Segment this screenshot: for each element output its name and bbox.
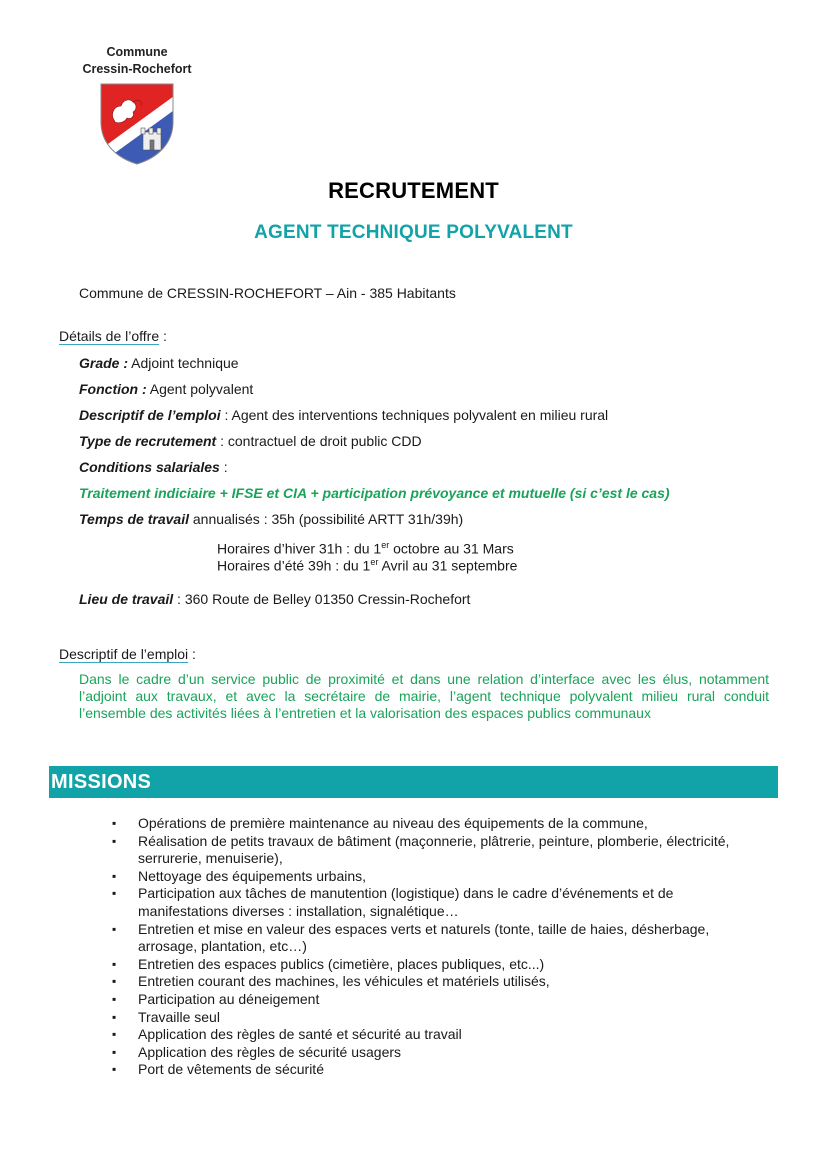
grade-value: Adjoint technique <box>128 355 239 371</box>
job-title: AGENT TECHNIQUE POLYVALENT <box>254 222 573 243</box>
fonction-row <box>79 380 253 398</box>
square-bullet-icon: ▪ <box>112 991 117 1006</box>
square-bullet-icon: ▪ <box>112 1062 117 1077</box>
conditions-label: Conditions salariales <box>79 459 220 475</box>
list-item: ▪ Opérations de première maintenance au niveau des équipements de la commune, <box>112 815 648 831</box>
fonction-label: Fonction : <box>79 381 147 397</box>
square-bullet-icon: ▪ <box>112 1027 117 1042</box>
summer-hours <box>217 554 517 575</box>
list-item: ▪ Entretien courant des machines, les véhicules et matériels utilisés, <box>112 973 550 990</box>
grade-row <box>79 354 239 372</box>
descriptif-row <box>79 406 608 424</box>
conditions-value: : <box>219 459 228 475</box>
square-bullet-icon: ▪ <box>112 886 117 901</box>
lieu-value: : 360 Route de Belley 01350 Cressin-Rochefort <box>173 591 471 607</box>
list-item: ▪ Réalisation de petits travaux de bâtiment (maçonnerie, plâtrerie, peinture, plomberie, électricité, serrurerie, menuiserie), <box>112 832 730 867</box>
winter-hours-sup: er <box>381 540 390 550</box>
square-bullet-icon: ▪ <box>112 1009 117 1024</box>
missions-title: MISSIONS <box>51 770 152 793</box>
list-item: ▪ Nettoyage des équipements urbains, <box>112 867 367 884</box>
type-label: Type de recrutement <box>79 433 217 449</box>
page-title: RECRUTEMENT <box>328 178 499 203</box>
offer-heading-text: Détails de l’offre <box>59 328 160 344</box>
logo-line-2: Cressin-Rochefort <box>82 62 192 76</box>
description-heading-text: Descriptif de l’emploi <box>59 646 189 662</box>
type-row <box>79 432 422 450</box>
description-heading-colon: : <box>188 646 196 662</box>
winter-hours-b: octobre au 31 Mars <box>389 540 514 557</box>
description-text: Dans le cadre d’un service public de proximité et dans une relation d’interface avec les élus, notamment l’adjoint aux travaux, et avec la secrétaire de mairie, l’agent technique polyvalent milieu rural conduit l’ensemble des activités liées à l’entretien et la valorisation des espaces publics communaux <box>79 671 769 721</box>
square-bullet-icon: ▪ <box>112 956 117 971</box>
grade-label: Grade : <box>79 355 129 371</box>
list-item: ▪ Travaille seul <box>112 1008 220 1025</box>
list-item: ▪ Port de vêtements de sécurité <box>112 1061 324 1078</box>
salary-details: Traitement indiciaire + IFSE et CIA + participation prévoyance et mutuelle (si c’est le cas) <box>79 485 670 501</box>
type-value: : contractuel de droit public CDD <box>216 433 422 449</box>
conditions-row <box>79 458 228 476</box>
summer-hours-b: Avril au 31 septembre <box>378 557 518 574</box>
list-item: ▪ Participation au déneigement <box>112 990 320 1007</box>
list-item: ▪ Application des règles de santé et sécurité au travail <box>112 1026 462 1043</box>
coat-of-arms-icon <box>97 82 177 166</box>
list-item: ▪ Participation aux tâches de manutention (logistique) dans le cadre d’événements et de manifestations diverses : installation, signalétique… <box>112 885 674 919</box>
fonction-value: Agent polyvalent <box>146 381 254 397</box>
list-item: ▪ Entretien des espaces publics (cimetière, places publiques, etc...) <box>112 955 545 972</box>
commune-info: Commune de CRESSIN-ROCHEFORT – Ain - 385 Habitants <box>79 285 456 301</box>
square-bullet-icon: ▪ <box>112 1044 117 1059</box>
winter-hours-a: Horaires d’hiver 31h : du 1 <box>217 540 382 557</box>
lieu-row <box>79 590 470 608</box>
description-heading <box>59 645 196 663</box>
logo-line-1: Commune <box>106 45 168 59</box>
square-bullet-icon: ▪ <box>112 816 117 830</box>
square-bullet-icon: ▪ <box>112 974 117 989</box>
square-bullet-icon: ▪ <box>112 868 117 883</box>
list-item: ▪ Application des règles de sécurité usagers <box>112 1043 402 1060</box>
descriptif-value: : Agent des interventions techniques polyvalent en milieu rural <box>220 407 609 423</box>
list-item: ▪ Entretien et mise en valeur des espaces verts et naturels (tonte, taille de haies, désherbage, arrosage, plantation, etc…) <box>112 920 710 955</box>
square-bullet-icon: ▪ <box>112 833 117 848</box>
temps-label: Temps de travail <box>79 511 189 527</box>
summer-hours-a: Horaires d’été 39h : du 1 <box>217 557 371 574</box>
summer-hours-sup: er <box>370 557 379 567</box>
descriptif-label: Descriptif de l’emploi <box>79 407 221 423</box>
lieu-label: Lieu de travail <box>79 591 174 607</box>
offer-heading-colon: : <box>159 328 167 344</box>
temps-row <box>79 510 463 528</box>
missions-banner <box>49 766 778 798</box>
temps-value: annualisés : 35h (possibilité ARTT 31h/39h) <box>188 511 464 527</box>
offer-heading <box>59 327 167 345</box>
square-bullet-icon: ▪ <box>112 921 117 936</box>
commune-logo <box>72 44 202 166</box>
missions-list <box>110 815 750 1079</box>
